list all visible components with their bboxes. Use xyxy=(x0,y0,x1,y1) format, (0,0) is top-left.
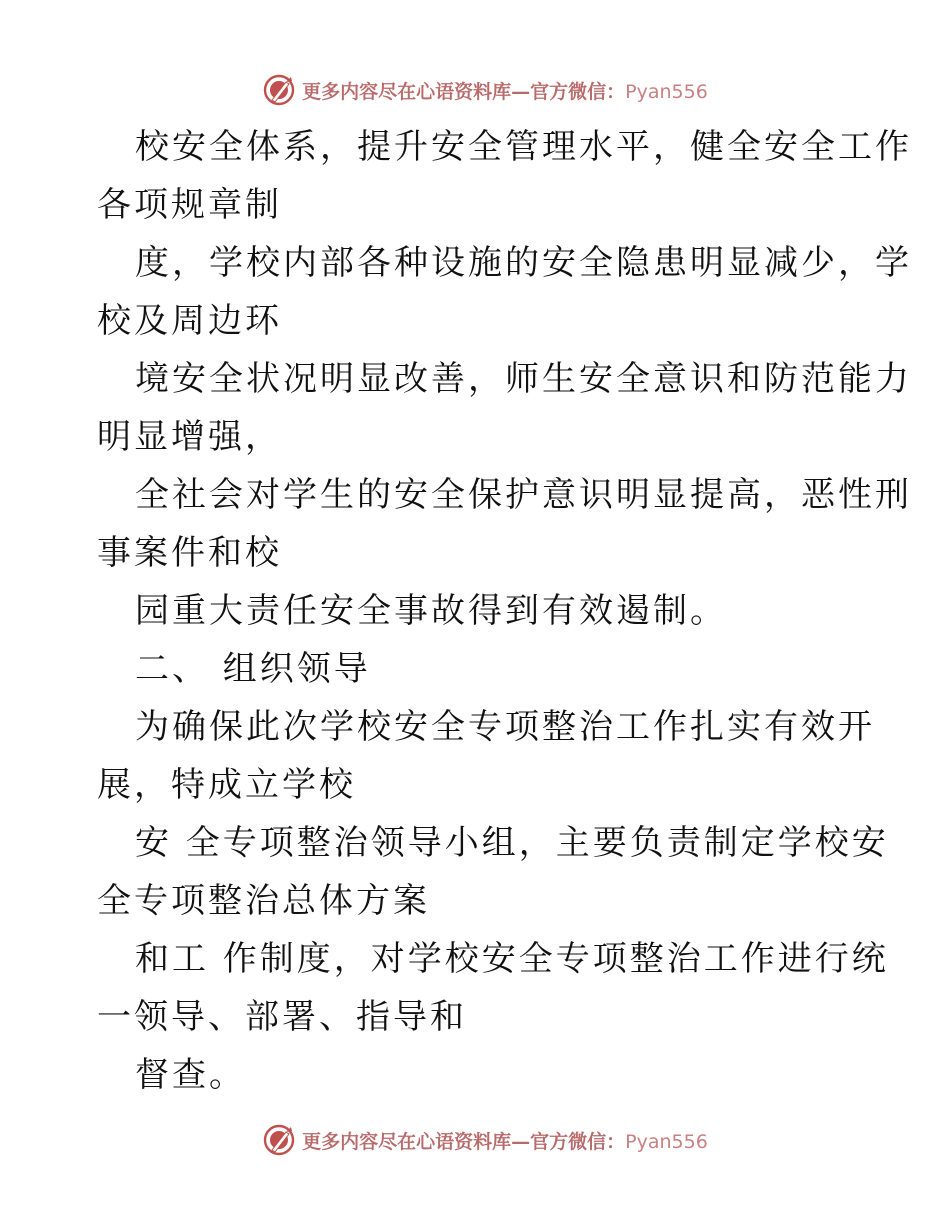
paragraph-line: 全社会对学生的安全保护意识明显提高，恶性刑 xyxy=(135,475,912,515)
paragraph-line: 为确保此次学校安全专项整治工作扎实有效开 xyxy=(135,707,875,747)
header-banner xyxy=(0,70,950,110)
paragraph-line: 一领导、部署、指导和 xyxy=(97,997,467,1037)
paragraph-line: 安 全专项整治领导小组，主要负责制定学校安 xyxy=(135,823,889,863)
paragraph-line: 度，学校内部各种设施的安全隐患明显减少，学 xyxy=(135,243,912,283)
quill-seal-icon xyxy=(262,73,296,107)
paragraph-line: 校安全体系，提升安全管理水平，健全安全工作 xyxy=(135,127,912,167)
wechat-id: Pyan556 xyxy=(625,80,708,103)
paragraph-line: 督查。 xyxy=(135,1055,246,1095)
paragraph-line: 境安全状况明显改善，师生安全意识和防范能力 xyxy=(135,359,912,399)
banner-text: 更多内容尽在心语资料库—官方微信：Pyan556 xyxy=(302,1130,708,1153)
paragraph-line: 校及周边环 xyxy=(97,301,282,341)
banner-text: 更多内容尽在心语资料库—官方微信：Pyan556 xyxy=(302,80,708,103)
quill-seal-icon xyxy=(262,1123,296,1157)
paragraph-line: 各项规章制 xyxy=(97,185,282,225)
paragraph-line: 事案件和校 xyxy=(97,533,282,573)
paragraph-line: 明显增强， xyxy=(97,417,282,457)
paragraph-line: 展，特成立学校 xyxy=(97,765,356,805)
section-heading: 二、 组织领导 xyxy=(135,649,371,689)
paragraph-line: 和工 作制度，对学校安全专项整治工作进行统 xyxy=(135,939,889,979)
footer-banner xyxy=(0,1120,950,1160)
wechat-id: Pyan556 xyxy=(625,1130,708,1153)
paragraph-line: 园重大责任安全事故得到有效遏制。 xyxy=(135,591,727,631)
document-body xyxy=(97,118,912,1104)
paragraph-line: 全专项整治总体方案 xyxy=(97,881,430,921)
